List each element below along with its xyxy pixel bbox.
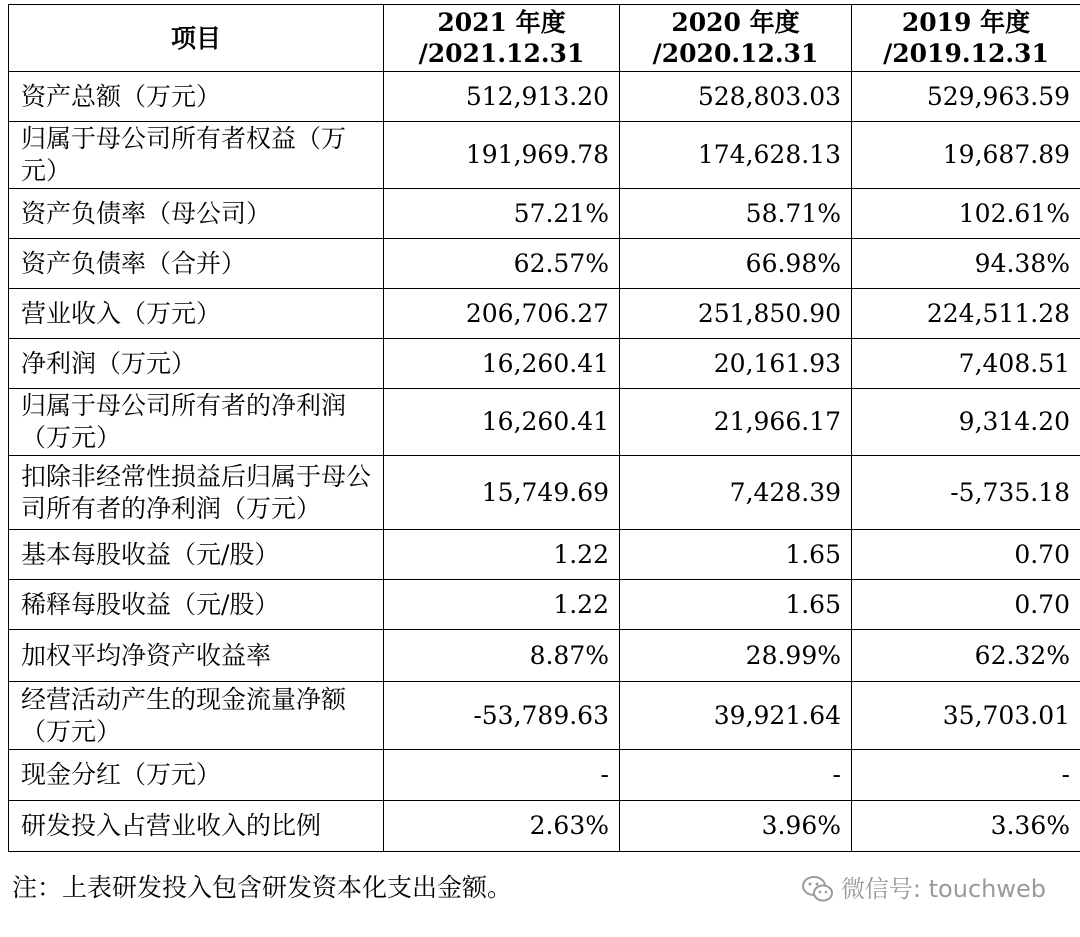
cell-2019: 0.70	[852, 580, 1080, 630]
footnote: 注：上表研发投入包含研发资本化支出金额。	[12, 873, 513, 902]
cell-2021: 8.87%	[384, 630, 620, 682]
cell-2020: 528,803.03	[620, 72, 852, 122]
cell-2021: 16,260.41	[384, 339, 620, 389]
cell-2021: 15,749.69	[384, 456, 620, 530]
table-row	[9, 239, 1080, 289]
table-row	[9, 682, 1080, 750]
cell-2021: 191,969.78	[384, 122, 620, 189]
cell-2020: 251,850.90	[620, 289, 852, 339]
cell-2021: 2.63%	[384, 801, 620, 852]
row-label: 归属于母公司所有者的净利润（万元）	[9, 389, 384, 456]
cell-2021: -	[384, 750, 620, 801]
cell-2019: 7,408.51	[852, 339, 1080, 389]
cell-2019: 94.38%	[852, 239, 1080, 289]
table-row	[9, 456, 1080, 530]
cell-2019: 9,314.20	[852, 389, 1080, 456]
row-label: 稀释每股收益（元/股）	[9, 580, 384, 630]
cell-2021: 512,913.20	[384, 72, 620, 122]
table-row	[9, 339, 1080, 389]
row-label: 归属于母公司所有者权益（万元）	[9, 122, 384, 189]
table-row	[9, 389, 1080, 456]
table-row	[9, 630, 1080, 682]
cell-2019: 35,703.01	[852, 682, 1080, 750]
cell-2020: 1.65	[620, 580, 852, 630]
cell-2019: 529,963.59	[852, 72, 1080, 122]
table-row	[9, 122, 1080, 189]
cell-2021: -53,789.63	[384, 682, 620, 750]
cell-2021: 62.57%	[384, 239, 620, 289]
row-label: 资产负债率（合并）	[9, 239, 384, 289]
cell-2020: 174,628.13	[620, 122, 852, 189]
table-row	[9, 801, 1080, 852]
cell-2020: 58.71%	[620, 189, 852, 239]
row-label: 研发投入占营业收入的比例	[9, 801, 384, 852]
row-label: 资产负债率（母公司）	[9, 189, 384, 239]
table-row	[9, 72, 1080, 122]
row-label: 营业收入（万元）	[9, 289, 384, 339]
cell-2019: 19,687.89	[852, 122, 1080, 189]
cell-2020: 3.96%	[620, 801, 852, 852]
row-label: 现金分红（万元）	[9, 750, 384, 801]
table-row	[9, 580, 1080, 630]
table-row	[9, 289, 1080, 339]
cell-2019: 62.32%	[852, 630, 1080, 682]
cell-2020: 1.65	[620, 530, 852, 580]
row-label: 净利润（万元）	[9, 339, 384, 389]
cell-2021: 16,260.41	[384, 389, 620, 456]
cell-2020: 39,921.64	[620, 682, 852, 750]
cell-2020: -	[620, 750, 852, 801]
cell-2020: 66.98%	[620, 239, 852, 289]
cell-2019: 3.36%	[852, 801, 1080, 852]
watermark	[801, 874, 1046, 904]
cell-2019: -	[852, 750, 1080, 801]
table-row	[9, 189, 1080, 239]
table-row	[9, 750, 1080, 801]
cell-2020: 28.99%	[620, 630, 852, 682]
financial-table	[8, 4, 1080, 852]
row-label: 扣除非经常性损益后归属于母公司所有者的净利润（万元）	[9, 456, 384, 530]
cell-2019: 224,511.28	[852, 289, 1080, 339]
cell-2019: -5,735.18	[852, 456, 1080, 530]
header-row	[9, 5, 1080, 72]
header-2019: 2019 年度 /2019.12.31	[852, 5, 1080, 72]
table-row	[9, 530, 1080, 580]
cell-2019: 102.61%	[852, 189, 1080, 239]
cell-2019: 0.70	[852, 530, 1080, 580]
wechat-icon	[801, 874, 835, 904]
row-label: 基本每股收益（元/股）	[9, 530, 384, 580]
cell-2021: 1.22	[384, 580, 620, 630]
row-label: 资产总额（万元）	[9, 72, 384, 122]
cell-2020: 20,161.93	[620, 339, 852, 389]
row-label: 经营活动产生的现金流量净额（万元）	[9, 682, 384, 750]
cell-2021: 206,706.27	[384, 289, 620, 339]
watermark-text: 微信号: touchweb	[840, 875, 1046, 903]
header-2021: 2021 年度 /2021.12.31	[384, 5, 620, 72]
row-label: 加权平均净资产收益率	[9, 630, 384, 682]
cell-2020: 7,428.39	[620, 456, 852, 530]
header-item: 项目	[9, 5, 384, 72]
header-2020: 2020 年度 /2020.12.31	[620, 5, 852, 72]
cell-2020: 21,966.17	[620, 389, 852, 456]
cell-2021: 57.21%	[384, 189, 620, 239]
cell-2021: 1.22	[384, 530, 620, 580]
